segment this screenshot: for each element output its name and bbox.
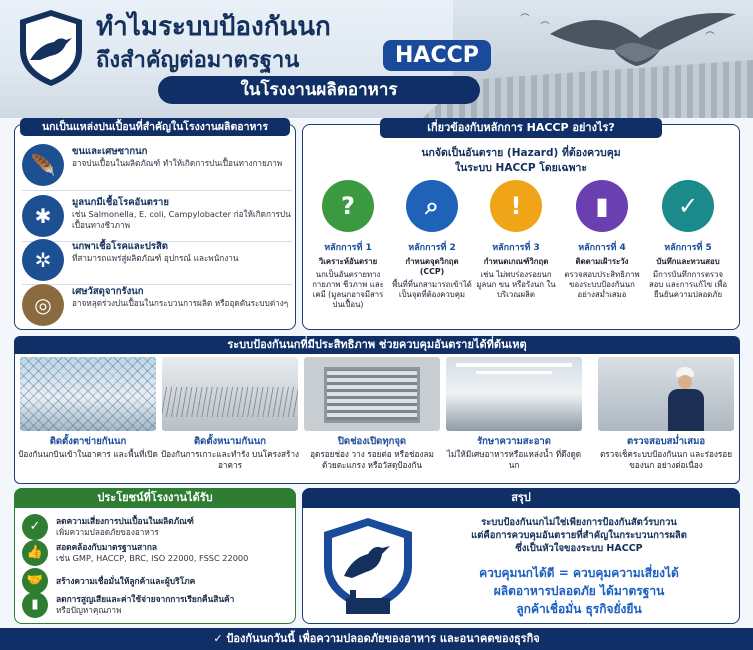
item-text: ที่สามารถแพร่สู่ผลิตภัณฑ์ อุปกรณ์ และพนักงาน — [72, 253, 239, 263]
virus-icon: ✲ — [22, 239, 64, 281]
benefit-heading: สร้างความเชื่อมั่นให้ลูกค้าและผู้บริโภค — [56, 576, 196, 586]
principle-text: ตรวจสอบประสิทธิภาพ ของระบบป้องกันนก อย่างสม่ำเสมอ — [564, 270, 640, 299]
check-circle-icon: ✓ — [213, 632, 227, 645]
principle-text: นกเป็นอันตรายทางกายภาพ ชีวภาพ และเคมี (มูลนกอาจมีสารปนเปื้อน) — [312, 270, 384, 309]
principle-3 — [476, 180, 556, 300]
feather-icon: 🪶 — [22, 144, 64, 186]
solution-heading: ปิดช่องเปิดทุกจุด — [337, 436, 407, 447]
header-banner — [0, 0, 753, 118]
haccp-intro-2: ในระบบ HACCP โดยเฉพาะ — [454, 162, 588, 174]
list-item — [22, 237, 294, 285]
summary-line-2: แต่คือการควบคุมอันตรายที่สำคัญในกระบวนการผลิต — [471, 530, 687, 541]
bacteria-icon: ✱ — [22, 195, 64, 237]
benefit-text: เช่น GMP, HACCP, BRC, ISO 22000, FSSC 22000 — [56, 553, 249, 563]
shield-bird-factory-icon — [316, 514, 420, 618]
footer-text: ป้องกันนกวันนี้ เพื่อความปลอดภัยของอาหาร และอนาคตของธุรกิจ — [226, 632, 540, 645]
solution-heading: ติดตั้งตาข่ายกันนก — [49, 436, 127, 447]
summary-line-3: ซึ่งเป็นหัวใจของระบบ HACCP — [515, 543, 643, 554]
solution-heading: ติดตั้งหนามกันนก — [194, 436, 266, 447]
bird-net-photo — [20, 357, 156, 431]
benefit-heading: ลดความเสี่ยงการปนเปื้อนในผลิตภัณฑ์ — [56, 516, 194, 526]
warning-icon: ! — [490, 180, 542, 232]
check-icon: ✓ — [662, 180, 714, 232]
contamination-title: นกเป็นแหล่งปนเปื้อนที่สำคัญในโรงงานผลิตอาหาร — [20, 118, 290, 136]
principle-title: กำหนดเกณฑ์วิกฤต — [483, 257, 549, 266]
principle-title: กำหนดจุดวิกฤต (CCP) — [405, 257, 459, 276]
principle-label: หลักการที่ 1 — [324, 243, 372, 253]
summary-title: สรุป — [302, 488, 740, 508]
summary-line-1: ระบบป้องกันนกไม่ใช่เพียงการป้องกันสัตว์รบกวน — [481, 517, 677, 528]
item-heading: นกพาเชื้อโรคและปรสิต — [72, 241, 168, 252]
solution-3 — [302, 434, 442, 471]
item-text: อาจปนเปื้อนในผลิตภัณฑ์ ทำให้เกิดการปนเปื้อนทางกายภาพ — [72, 158, 283, 168]
item-heading: ขนและเศษซากนก — [72, 146, 148, 157]
benefit-item — [22, 540, 290, 570]
principle-text: พื้นที่ที่นกสามารถเข้าได้ เป็นจุดที่ต้องควบคุม — [392, 280, 472, 299]
solution-heading: ตรวจสอบสม่ำเสมอ — [626, 436, 706, 447]
subtitle-banner: ในโรงงานผลิตอาหาร — [158, 76, 480, 104]
solution-5 — [596, 434, 736, 471]
solution-2 — [160, 434, 300, 471]
principle-text: เช่น ไม่พบร่องรอยนก มูลนก ขน หรือรังนก ในบริเวณผลิต — [476, 270, 556, 299]
benefit-heading: ลดการสูญเสียและค่าใช้จ่ายจากการเรียกคืนสินค้า — [56, 594, 235, 604]
title-line-2: ถึงสำคัญต่อมาตรฐาน — [96, 48, 300, 73]
shield-check-icon: ✓ — [22, 514, 48, 540]
summary-highlight-2: ผลิตอาหารปลอดภัย ได้มาตรฐาน — [493, 584, 665, 598]
principle-2 — [392, 180, 472, 300]
principle-1 — [308, 180, 388, 310]
clean-factory-photo — [446, 357, 582, 431]
solution-text: ป้องกันการเกาะและทำรัง บนโครงสร้างอาคาร — [160, 449, 300, 470]
solutions-title: ระบบป้องกันนกที่มีประสิทธิภาพ ช่วยควบคุมอันตรายได้ที่ต้นเหตุ — [14, 336, 740, 354]
benefit-item — [22, 592, 290, 622]
summary-highlight-1: ควบคุมนกได้ดี = ควบคุมความเสี่ยงได้ — [479, 566, 679, 580]
solution-4 — [444, 434, 584, 471]
principle-label: หลักการที่ 2 — [408, 243, 456, 253]
flying-pigeon-icon — [540, 4, 740, 74]
list-item — [22, 142, 294, 190]
handshake-icon: 🤝 — [22, 568, 48, 594]
small-bird-icon: ︵ — [520, 8, 530, 19]
principle-label: หลักการที่ 3 — [492, 243, 540, 253]
solution-text: ไม่ให้มีเศษอาหารหรือแหล่งน้ำ ที่ดึงดูดนก — [446, 449, 582, 470]
benefits-title: ประโยชน์ที่โรงงานได้รับ — [14, 488, 296, 508]
principle-5 — [648, 180, 728, 300]
bar-chart-icon: ▮ — [576, 180, 628, 232]
divider — [22, 190, 292, 191]
list-item — [22, 282, 294, 330]
title-line-1: ทำไมระบบป้องกันนก — [96, 12, 331, 42]
summary-highlight-3: ลูกค้าเชื่อมั่น ธุรกิจยั่งยืน — [516, 602, 642, 616]
principle-text: มีการบันทึกการตรวจสอบ และการแก้ไข เพื่อยืนยันความปลอดภัย — [648, 270, 728, 299]
item-heading: มูลนกมีเชื้อโรคอันตราย — [72, 197, 169, 208]
thumbs-up-icon: 👍 — [22, 540, 48, 566]
principle-title: บันทึกและทวนสอบ — [656, 257, 720, 266]
solution-text: ตรวจเช็คระบบป้องกันนก และร่องรอยของนก อย่างต่อเนื่อง — [599, 449, 733, 470]
principle-title: วิเคราะห์อันตราย — [318, 257, 378, 266]
solution-text: ป้องกันนกบินเข้าในอาคาร และพื้นที่เปิด — [18, 449, 158, 459]
item-text: อาจหลุดร่วงปนเปื้อนในกระบวนการผลิต หรืออุดตันระบบต่างๆ — [72, 298, 289, 308]
shield-bird-logo-icon — [16, 8, 86, 88]
haccp-badge: HACCP — [383, 40, 491, 71]
principle-title: ติดตามเฝ้าระวัง — [575, 257, 629, 266]
item-text: เช่น Salmonella, E. coli, Campylobacter ก่อให้เกิดการปนเปื้อนทางชีวภาพ — [72, 209, 291, 230]
magnifier-icon: ⌕ — [406, 180, 458, 232]
solution-heading: รักษาความสะอาด — [477, 436, 551, 447]
footer-banner — [0, 628, 753, 650]
benefit-heading: สอดคล้องกับมาตรฐานสากล — [56, 542, 158, 552]
chart-icon: ▮ — [22, 592, 48, 618]
principle-4 — [562, 180, 642, 300]
principle-label: หลักการที่ 5 — [664, 243, 712, 253]
benefit-text: เพิ่มความปลอดภัยของอาหาร — [56, 527, 159, 537]
bird-spike-photo — [162, 357, 298, 431]
small-bird-icon: ︵ — [540, 16, 550, 27]
vent-grille-photo — [304, 357, 440, 431]
list-item — [22, 193, 294, 241]
small-bird-icon: ︵ — [705, 26, 715, 37]
inspector-photo — [598, 357, 734, 431]
solution-text: อุดรอยช่อง วาง รอยต่อ หรือช่องลม ด้วยตะแกรง หรือวัสดุป้องกัน — [310, 449, 434, 470]
question-icon: ? — [322, 180, 374, 232]
solution-1 — [18, 434, 158, 460]
nest-icon: ◎ — [22, 284, 64, 326]
haccp-title: เกี่ยวข้องกับหลักการ HACCP อย่างไร? — [380, 118, 662, 138]
item-heading: เศษวัสดุจากรังนก — [72, 286, 144, 297]
principle-label: หลักการที่ 4 — [578, 243, 626, 253]
benefit-text: หรือปัญหาคุณภาพ — [56, 605, 122, 615]
haccp-intro-1: นกจัดเป็นอันตราย (Hazard) ที่ต้องควบคุม — [421, 147, 621, 159]
